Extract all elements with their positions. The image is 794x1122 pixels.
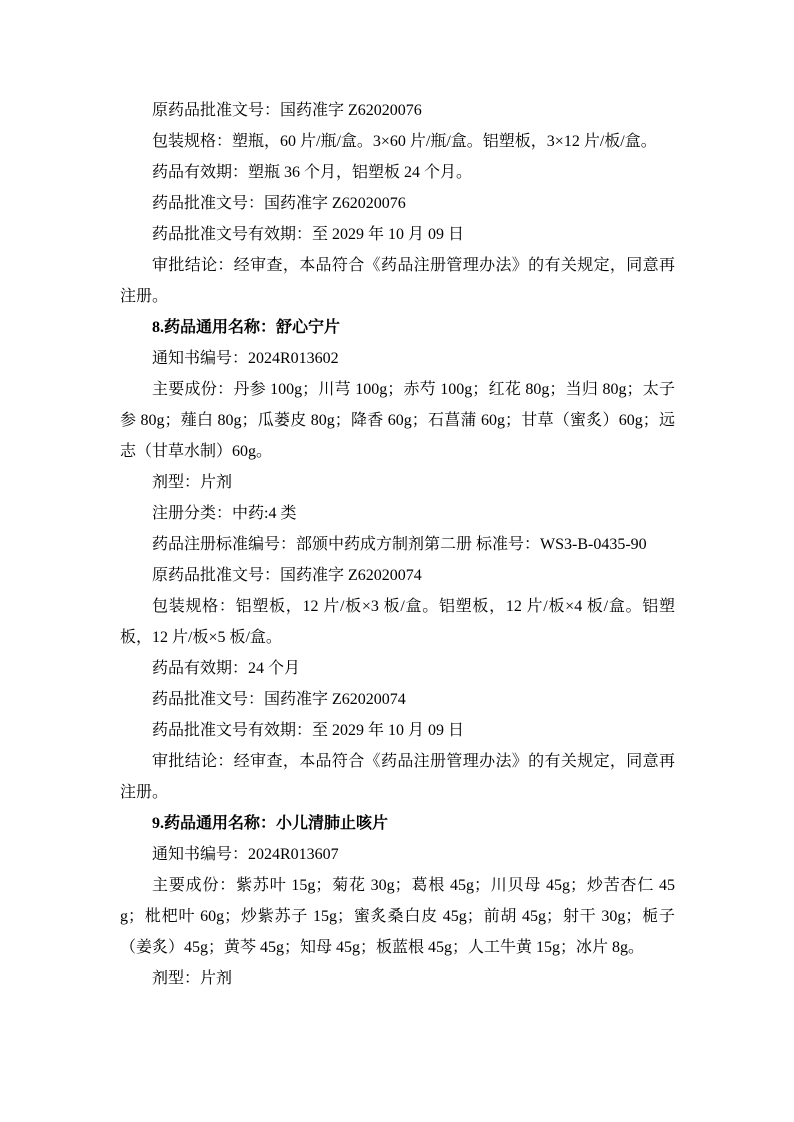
field-main-ingredients: 主要成份：丹参 100g；川芎 100g；赤芍 100g；红花 80g；当归 80g；太子参 80g；薤白 80g；瓜蒌皮 80g；降香 60g；石菖蒲 60g；甘草（蜜炙）60g；远志（甘草水制）60g。 — [120, 381, 675, 460]
field-approval-number: 药品批准文号：国药准字 Z62020074 — [152, 691, 406, 708]
field-packaging-spec: 包装规格：铝塑板，12 片/板×3 板/盒。铝塑板，12 片/板×4 板/盒。铝塑板，12 片/板×5 板/盒。 — [120, 598, 675, 646]
document-text-block — [120, 95, 675, 994]
field-approval-number-validity: 药品批准文号有效期：至 2029 年 10 月 09 日 — [152, 722, 465, 739]
field-registration-category: 注册分类：中药:4 类 — [152, 505, 297, 522]
field-main-ingredients: 主要成份：紫苏叶 15g；菊花 30g；葛根 45g；川贝母 45g；炒苦杏仁 45g；枇杷叶 60g；炒紫苏子 15g；蜜炙桑白皮 45g；前胡 45g；射干 30g；栀子（姜炙）45g；黄芩 45g；知母 45g；板蓝根 45g；人工牛黄 15g；冰片 8g。 — [120, 877, 675, 956]
field-approval-number-validity: 药品批准文号有效期：至 2029 年 10 月 09 日 — [152, 226, 465, 243]
field-notice-number: 通知书编号：2024R013602 — [152, 350, 339, 367]
field-original-approval-number: 原药品批准文号：国药准字 Z62020076 — [152, 102, 422, 119]
drug-8-generic-name-heading: 8.药品通用名称：舒心宁片 — [152, 319, 341, 336]
field-approval-number: 药品批准文号：国药准字 Z62020076 — [152, 195, 406, 212]
field-packaging-spec: 包装规格：塑瓶，60 片/瓶/盒。3×60 片/瓶/盒。铝塑板，3×12 片/板/盒。 — [152, 133, 657, 150]
field-review-conclusion: 审批结论：经审查，本品符合《药品注册管理办法》的有关规定，同意再注册。 — [120, 753, 675, 801]
field-shelf-life: 药品有效期：塑瓶 36 个月，铝塑板 24 个月。 — [152, 164, 473, 181]
field-dosage-form: 剂型：片剂 — [152, 474, 233, 491]
drug-9-generic-name-heading: 9.药品通用名称：小儿清肺止咳片 — [152, 815, 389, 832]
field-dosage-form: 剂型：片剂 — [152, 970, 233, 987]
field-registration-standard-number: 药品注册标准编号：部颁中药成方制剂第二册 标准号：WS3-B-0435-90 — [152, 536, 647, 553]
field-original-approval-number: 原药品批准文号：国药准字 Z62020074 — [152, 567, 422, 584]
field-review-conclusion: 审批结论：经审查，本品符合《药品注册管理办法》的有关规定，同意再注册。 — [120, 257, 675, 305]
field-notice-number: 通知书编号：2024R013607 — [152, 846, 339, 863]
field-shelf-life: 药品有效期：24 个月 — [152, 660, 301, 677]
